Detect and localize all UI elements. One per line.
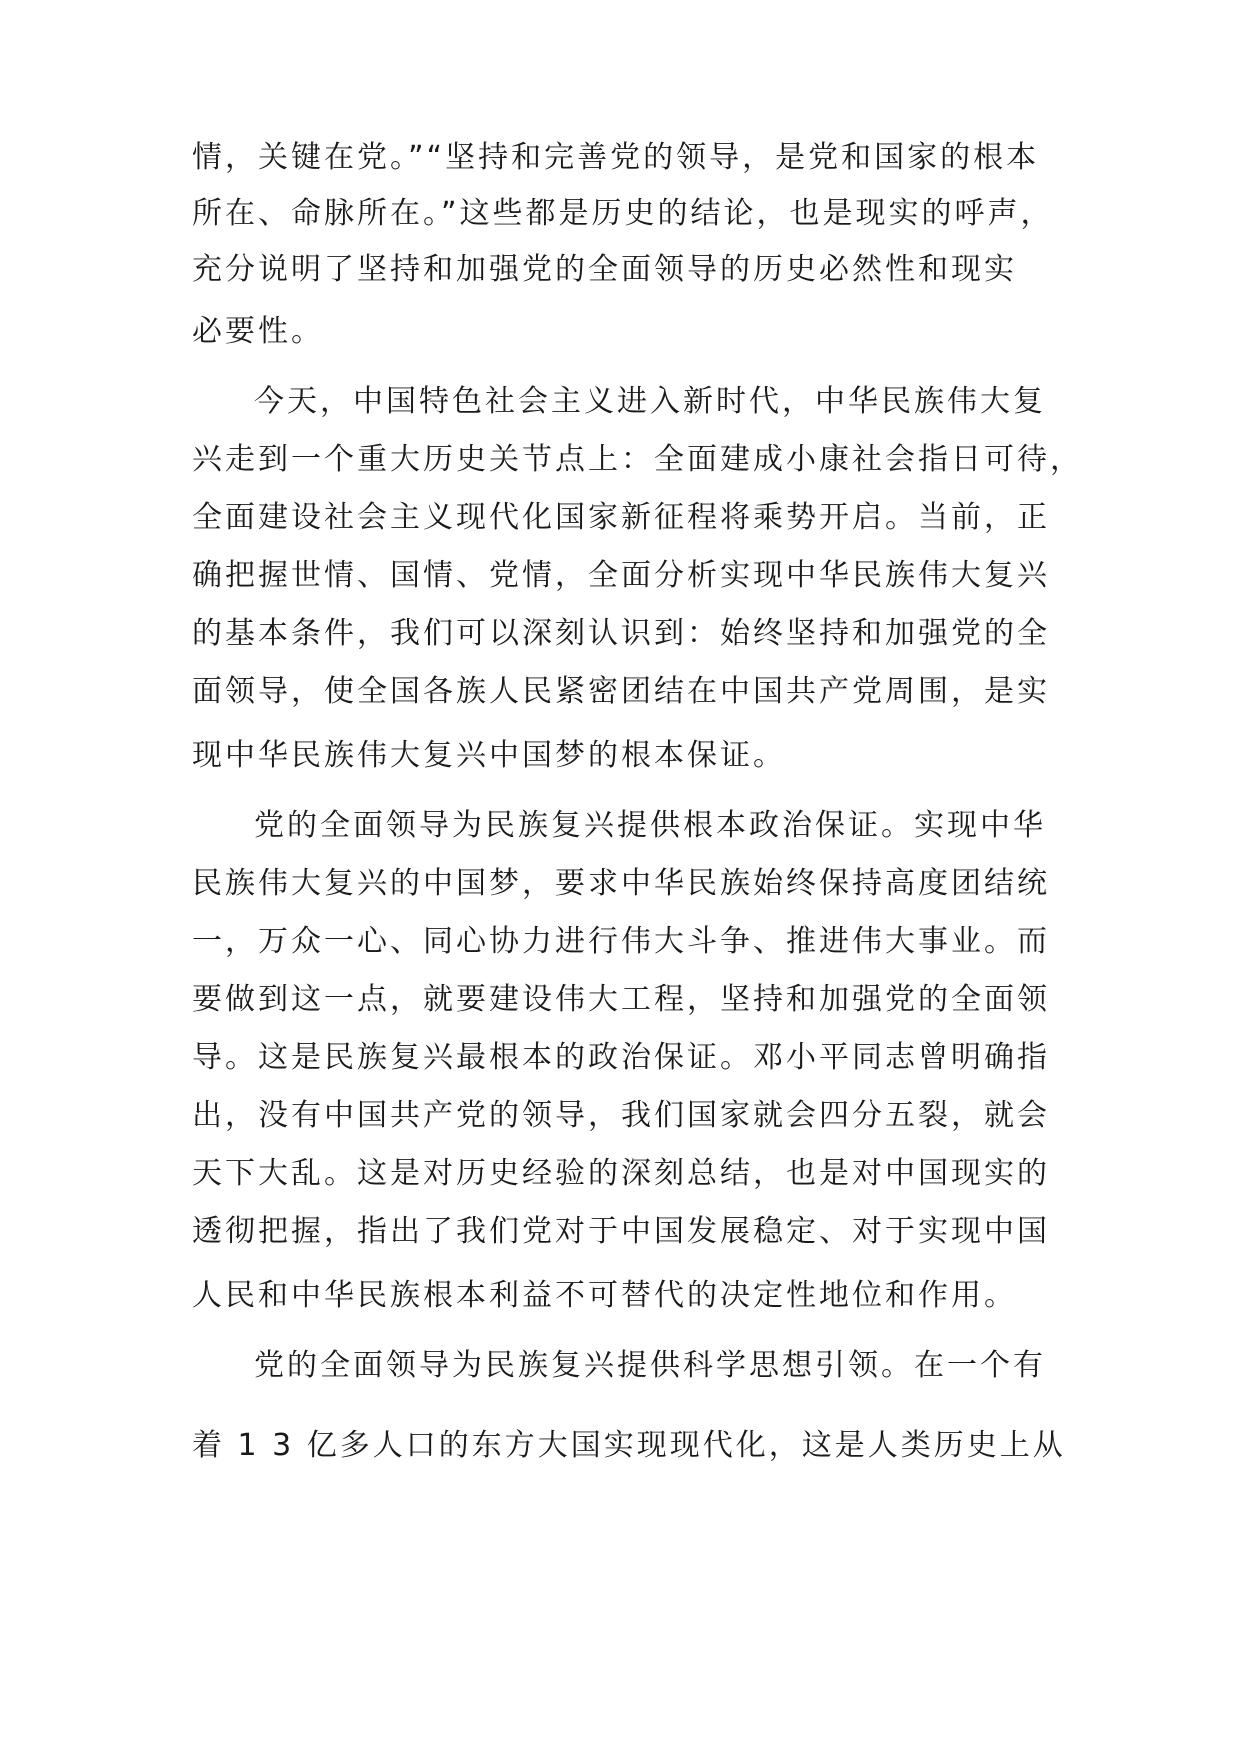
text-line: 党的全面领导为民族复兴提供科学思想引领。在一个有 [254,1348,1046,1383]
text-line: 充分说明了坚持和加强党的全面领导的历史必然性和现实 [192,252,1017,287]
text-line: 民族伟大复兴的中国梦，要求中华民族始终保持高度团结统 [192,866,1050,901]
text-line: 着 1 3 亿多人口的东方大国实现现代化，这是人类历史上从 [192,1428,1066,1463]
text-line: 一，万众一心、同心协力进行伟大斗争、推进伟大事业。而 [192,924,1050,959]
text-line: 现中华民族伟大复兴中国梦的根本保证。 [192,738,786,773]
text-line: 导。这是民族复兴最根本的政治保证。邓小平同志曾明确指 [192,1040,1050,1075]
text-line: 的基本条件，我们可以深刻认识到：始终坚持和加强党的全 [192,616,1050,651]
text-line: 要做到这一点，就要建设伟大工程，坚持和加强党的全面领 [192,982,1050,1017]
text-line: 透彻把握，指出了我们党对于中国发展稳定、对于实现中国 [192,1214,1050,1249]
text-line: 情，关键在党。”“坚持和完善党的领导，是党和国家的根本 [192,140,1040,175]
text-line: 天下大乱。这是对历史经验的深刻总结，也是对中国现实的 [192,1156,1050,1191]
text-line: 人民和中华民族根本利益不可替代的决定性地位和作用。 [192,1278,1017,1313]
text-line: 确把握世情、国情、党情，全面分析实现中华民族伟大复兴 [192,558,1050,593]
text-line: 所在、命脉所在。”这些都是历史的结论，也是现实的呼声， [192,196,1054,231]
text-line: 全面建设社会主义现代化国家新征程将乘势开启。当前，正 [192,500,1050,535]
text-line: 面领导，使全国各族人民紧密团结在中国共产党周围，是实 [192,674,1050,709]
text-line: 党的全面领导为民族复兴提供根本政治保证。实现中华 [254,808,1046,843]
text-line: 出，没有中国共产党的领导，我们国家就会四分五裂，就会 [192,1098,1050,1133]
text-line: 今天，中国特色社会主义进入新时代，中华民族伟大复 [254,384,1046,419]
text-line: 兴走到一个重大历史关节点上：全面建成小康社会指日可待， [192,442,1083,477]
text-line: 必要性。 [192,314,324,349]
